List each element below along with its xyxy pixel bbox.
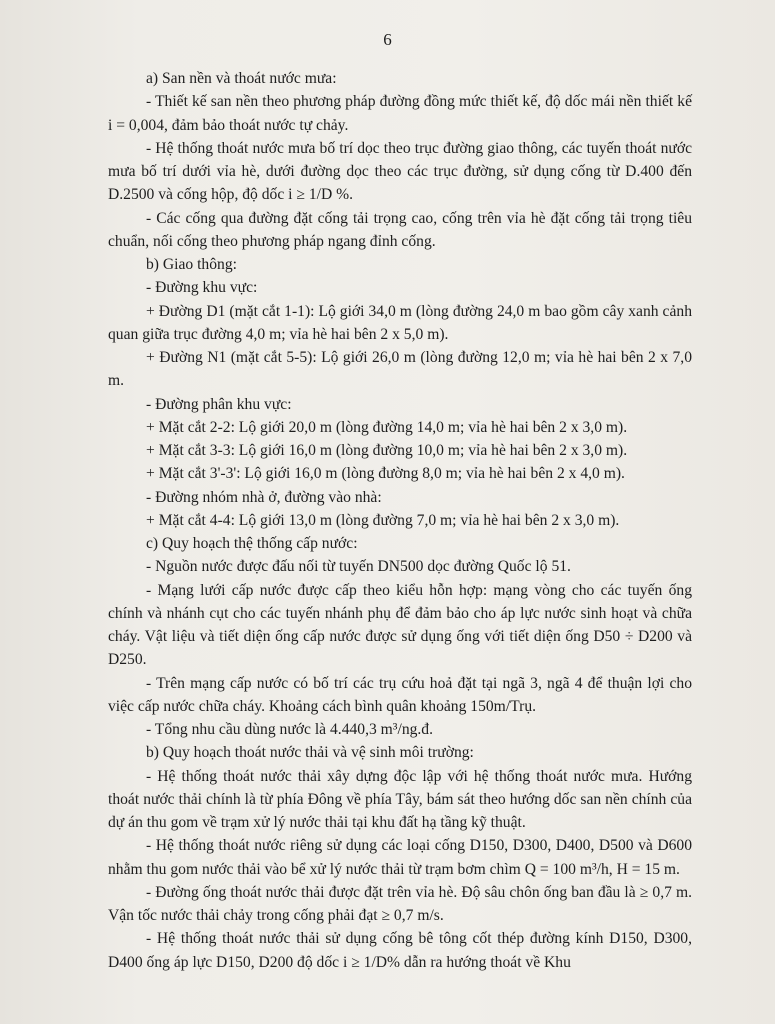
paragraph: - Đường khu vực: (146, 279, 258, 297)
paragraph: + Mặt cắt 4-4: Lộ giới 13,0 m (lòng đường 7,0 m; vỉa hè hai bên 2 x 3,0 m). (146, 511, 620, 529)
document-body (108, 67, 692, 974)
paragraph: + Đường D1 (mặt cắt 1-1): Lộ giới 34,0 m (lòng đường 24,0 m bao gồm cây xanh cảnh quan giữa trục đường 4,0 m; vỉa hè hai bên 2 x 5,0 m). (108, 302, 692, 343)
paragraph: + Mặt cắt 3'-3': Lộ giới 16,0 m (lòng đường 8,0 m; vỉa hè hai bên 2 x 4,0 m). (146, 465, 625, 483)
paragraph: - Đường ống thoát nước thải được đặt trên vỉa hè. Độ sâu chôn ống ban đầu là ≥ 0,7 m. Vận tốc nước thải chảy trong cống phải đạt ≥ 0,7 m/s. (108, 883, 692, 924)
paragraph: - Nguồn nước được đấu nối từ tuyến DN500 dọc đường Quốc lộ 51. (146, 558, 571, 576)
paragraph: + Mặt cắt 2-2: Lộ giới 20,0 m (lòng đường 14,0 m; vỉa hè hai bên 2 x 3,0 m). (146, 418, 628, 436)
paragraph: - Hệ thống thoát nước thải sử dụng cống bê tông cốt thép đường kính D150, D300, D400 ống áp lực D150, D200 độ dốc i ≥ 1/D% dẫn ra hướng thoát về Khu (108, 930, 692, 971)
paragraph: - Các cống qua đường đặt cống tải trọng cao, cống trên vỉa hè đặt cống tải trọng tiêu chuẩn, nối cống theo phương pháp ngang đỉnh cống. (108, 209, 692, 250)
paragraph: - Mạng lưới cấp nước được cấp theo kiểu hỗn hợp: mạng vòng cho các tuyến ống chính và nhánh cụt cho các tuyến nhánh phụ để đảm bảo cho áp lực nước sinh hoạt và chữa cháy. Vật liệu và tiết diện ống cấp nước được sử dụng ống với tiết diện ống D50 ÷ D200 và D250. (108, 581, 692, 669)
paragraph: - Đường nhóm nhà ở, đường vào nhà: (146, 488, 382, 506)
paragraph: - Hệ thống thoát nước riêng sử dụng các loại cống D150, D300, D400, D500 và D600 nhằm thu gom nước thải vào bể xử lý nước thải từ trạm bơm chìm Q = 100 m³/h, H = 15 m. (108, 837, 692, 878)
page-number: 6 (383, 30, 392, 49)
paragraph: - Thiết kế san nền theo phương pháp đường đồng mức thiết kế, độ dốc mái nền thiết kế i = 0,004, đảm bảo thoát nước tự chảy. (108, 93, 692, 134)
paragraph: - Tổng nhu cầu dùng nước là 4.440,3 m³/ng.đ. (146, 721, 434, 738)
section-heading-drainage: a) San nền và thoát nước mưa: (146, 70, 337, 87)
section-heading-traffic: b) Giao thông: (146, 256, 237, 273)
section-heading-water-supply: c) Quy hoạch thệ thống cấp nước: (146, 535, 358, 552)
paragraph: - Hệ thống thoát nước mưa bố trí dọc theo trục đường giao thông, các tuyến thoát nước mưa bố trí dưới vỉa hè, dưới đường dọc theo các trục đường, sử dụng cống từ D.400 đến D.2500 và cống hộp, độ dốc i ≥ 1/D %. (108, 139, 692, 204)
paragraph: + Đường N1 (mặt cắt 5-5): Lộ giới 26,0 m (lòng đường 12,0 m; vỉa hè hai bên 2 x 7,0 m. (108, 349, 692, 390)
paragraph: + Mặt cắt 3-3: Lộ giới 16,0 m (lòng đường 10,0 m; vỉa hè hai bên 2 x 3,0 m). (146, 442, 628, 459)
section-heading-wastewater: b) Quy hoạch thoát nước thải và vệ sinh môi trường: (146, 744, 474, 762)
paragraph: - Hệ thống thoát nước thải xây dựng độc lập với hệ thống thoát nước mưa. Hướng thoát nước thải chính là từ phía Đông về phía Tây, bám sát theo hướng dốc san nền chính của dự án thu gom về trạm xử lý nước thải tại khu đất hạ tầng kỹ thuật. (108, 767, 692, 831)
paragraph: - Đường phân khu vực: (146, 395, 292, 413)
paragraph: - Trên mạng cấp nước có bố trí các trụ cứu hoả đặt tại ngã 3, ngã 4 để thuận lợi cho việc cấp nước chữa cháy. Khoảng cách bình quân khoảng 150m/Trụ. (108, 674, 692, 715)
